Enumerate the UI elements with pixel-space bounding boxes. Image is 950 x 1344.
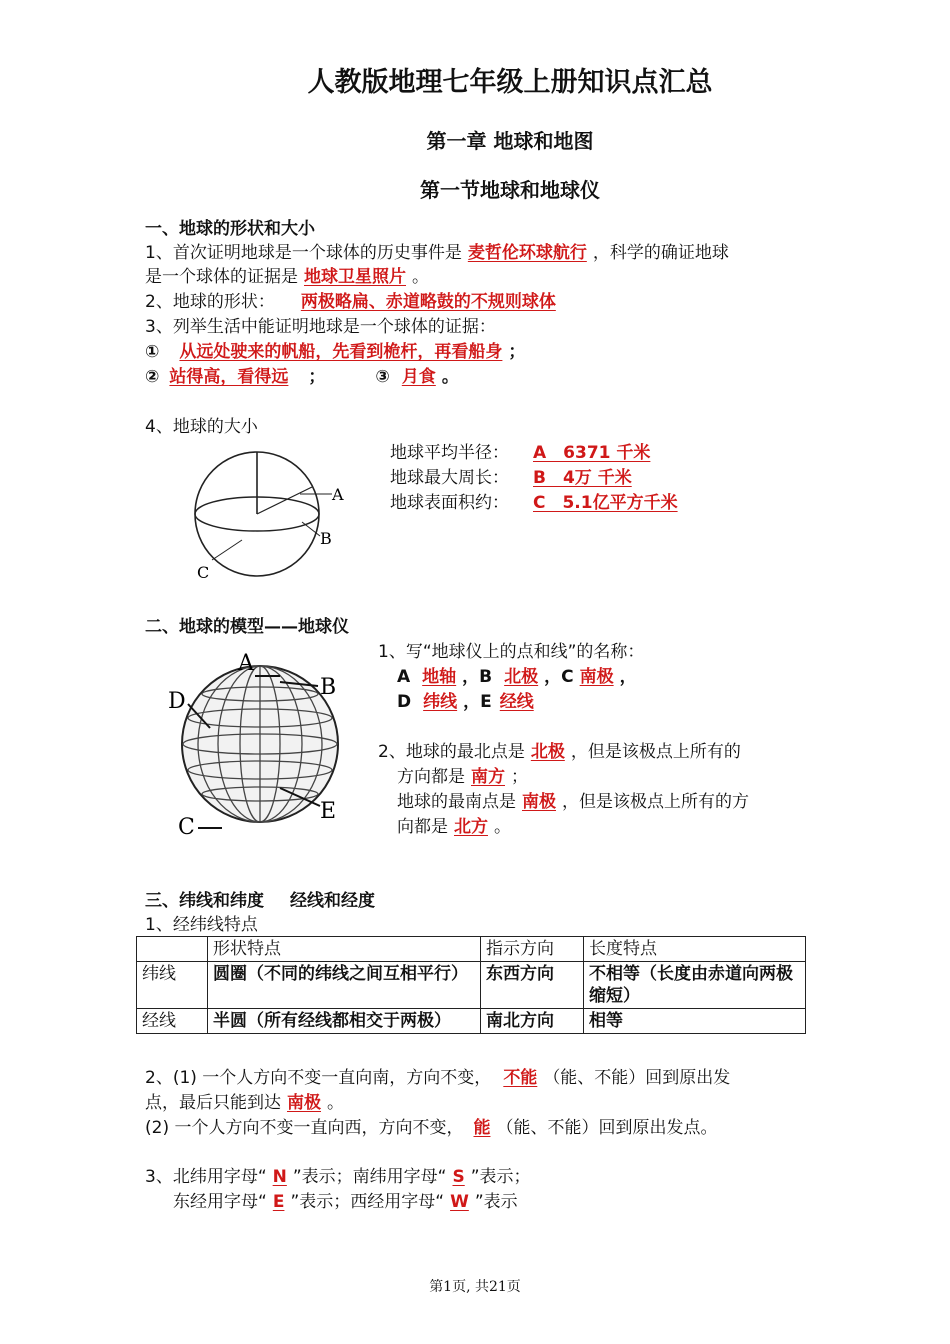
table-header-cell — [137, 937, 208, 962]
size-row-circumference: 地球最大周长： B 4万 千米 — [390, 468, 632, 488]
table-header-row — [137, 937, 806, 962]
size-row-radius: 地球平均半径： A 6371 千米 — [390, 443, 651, 463]
globe-label-b: B — [320, 675, 337, 700]
sphere-label-b: B — [320, 529, 332, 548]
part2-q2-line2: 方向都是 南方 ； — [397, 767, 528, 787]
table-cell: 半圆（所有经线都相交于两极） — [208, 1009, 481, 1034]
part1-heading: 一、地球的形状和大小 — [145, 219, 315, 239]
table-cell: 东西方向 — [481, 962, 584, 1009]
globe-label-a: A — [238, 651, 254, 676]
table-cell: 不相等（长度由赤道向两极缩短） — [584, 962, 806, 1009]
globe-label-c: C — [178, 815, 195, 838]
table-cell: 经线 — [137, 1009, 208, 1034]
answer-blank: 地球卫星照片 — [304, 267, 406, 287]
part3-q2-line1: 2、(1) 一个人方向不变一直向南，方向不变， 不能 （能、不能）回到原出发 — [145, 1068, 731, 1088]
page-title: 人教版地理七年级上册知识点汇总 — [307, 67, 713, 98]
globe-diagram — [160, 648, 360, 838]
part3-q2-line2: 点，最后只能到达 南极 。 — [145, 1093, 344, 1113]
section-title: 第一节地球和地球仪 — [420, 178, 600, 202]
part3-heading: 三、纬线和纬度 经线和经度 — [145, 891, 375, 911]
part1-evidence-2-3: ② 站得高，看得远 ； ③ 月食 。 — [145, 367, 459, 387]
part2-q1: 1、写“地球仪上的点和线”的名称： — [378, 642, 645, 662]
table-header-cell: 长度特点 — [584, 937, 806, 962]
size-row-area: 地球表面积约： C 5.1亿平方千米 — [390, 493, 678, 513]
table-header-cell: 指示方向 — [481, 937, 584, 962]
answer-blank: 月食 — [401, 367, 436, 387]
globe-label-e: E — [320, 799, 337, 824]
part2-heading: 二、地球的模型——地球仪 — [145, 617, 349, 637]
axis-line — [257, 487, 312, 514]
answer-blank: 麦哲伦环球航行 — [467, 243, 587, 263]
table-cell: 相等 — [584, 1009, 806, 1034]
part1-q4: 4、地球的大小 — [145, 417, 258, 437]
answer-blank: 站得高，看得远 — [169, 367, 289, 387]
table-row — [137, 1009, 806, 1034]
pointer-c — [212, 540, 242, 560]
part3-q3-line1: 3、北纬用字母“ N ”表示；南纬用字母“ S ”表示； — [145, 1167, 531, 1187]
part2-q2-line1: 2、地球的最北点是 北极 ，但是该极点上所有的 — [378, 742, 741, 762]
part1-evidence-1: ① 从远处驶来的帆船，先看到桅杆，再看船身 ； — [145, 342, 526, 362]
part2-q2-line4: 向都是 北方 。 — [397, 817, 511, 837]
part1-q3: 3、列举生活中能证明地球是一个球体的证据： — [145, 317, 496, 337]
table-cell: 纬线 — [137, 962, 208, 1009]
sphere-label-c: C — [197, 563, 210, 582]
table-row — [137, 962, 806, 1009]
part1-q1-line2: 是一个球体的证据是 地球卫星照片 。 — [145, 267, 429, 287]
chapter-title: 第一章 地球和地图 — [426, 129, 594, 153]
part2-q1-line2: D 纬线 ，E 经线 — [397, 692, 534, 712]
earth-size-diagram — [182, 442, 352, 588]
part3-q1: 1、经纬线特点 — [145, 915, 258, 935]
page-footer: 第1页, 共21页 — [429, 1279, 521, 1295]
part2-q1-line1: A 地轴 ，B 北极 ，C 南极 ， — [397, 667, 637, 687]
answer-blank: 从远处驶来的帆船，先看到桅杆，再看船身 — [179, 342, 503, 362]
table-cell: 南北方向 — [481, 1009, 584, 1034]
lat-long-table — [136, 936, 806, 1034]
answer-blank: 两极略扁、赤道略鼓的不规则球体 — [300, 292, 556, 312]
part3-q3-line2: 东经用字母“ E ”表示；西经用字母“ W ”表示 — [173, 1192, 518, 1212]
table-header-cell: 形状特点 — [208, 937, 481, 962]
part3-q2-line3: (2) 一个人方向不变一直向西，方向不变， 能 （能、不能）回到原出发点。 — [145, 1118, 718, 1138]
part1-q1-line1: 1、首次证明地球是一个球体的历史事件是 麦哲伦环球航行 ，科学的确证地球 — [145, 243, 729, 263]
part2-q2-line3: 地球的最南点是 南极 ，但是该极点上所有的方 — [397, 792, 749, 812]
table-cell: 圆圈（不同的纬线之间互相平行） — [208, 962, 481, 1009]
part1-q2: 2、地球的形状： 两极略扁、赤道略鼓的不规则球体 — [145, 291, 562, 313]
globe-label-d: D — [168, 689, 186, 714]
sphere-label-a: A — [332, 485, 344, 504]
